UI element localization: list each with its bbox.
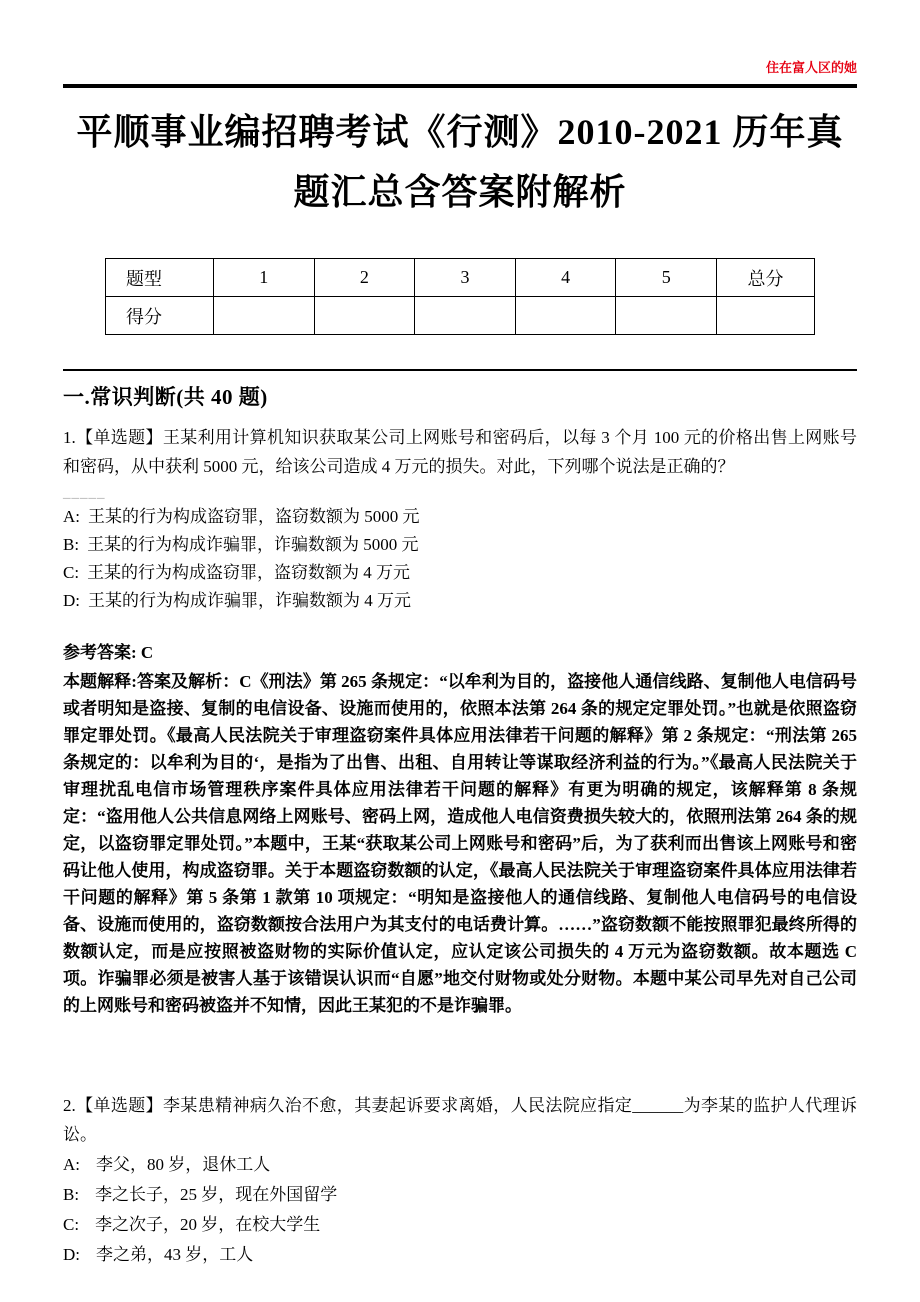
- option-b: [63, 1180, 857, 1209]
- score-table: [105, 258, 815, 335]
- option-text: 李之长子，25 岁，现在外国留学: [95, 1185, 338, 1204]
- question-stem: [63, 1091, 857, 1149]
- score-table-cell: 得分: [106, 297, 214, 335]
- score-table-header-cell: 总分: [717, 259, 815, 297]
- top-divider: [63, 84, 857, 88]
- option-label: B:: [63, 1185, 80, 1204]
- score-table-score-row: [106, 297, 815, 335]
- question-type-tag: 【单选题】: [75, 1096, 164, 1115]
- option-text: 李之弟，43 岁，工人: [96, 1245, 254, 1264]
- score-table-header-cell: 2: [314, 259, 415, 297]
- score-table-header-cell: 3: [415, 259, 516, 297]
- option-a: [63, 503, 857, 530]
- option-text: 李父，80 岁，退休工人: [96, 1155, 271, 1174]
- score-table-cell: [314, 297, 415, 335]
- question-number: 1.: [63, 428, 76, 447]
- option-c: [63, 559, 857, 586]
- option-label: A:: [63, 507, 80, 526]
- question-type-tag: 【单选题】: [75, 428, 163, 447]
- option-text: 李之次子，20 岁，在校大学生: [95, 1215, 321, 1234]
- document-title: [63, 102, 857, 222]
- option-c: [63, 1210, 857, 1239]
- score-table-header-cell: 题型: [106, 259, 214, 297]
- option-label: D:: [63, 1245, 80, 1264]
- question-stem: [63, 423, 857, 481]
- score-table-cell: [616, 297, 717, 335]
- score-table-cell: [415, 297, 516, 335]
- score-table-header-cell: 1: [214, 259, 315, 297]
- explanation-text: 答案及解析：C《刑法》第 265 条规定：“以牟利为目的，盗接他人通信线路、复制他人电信码号或者明知是盗接、复制的电信设备、设施而使用的，依照本法第 264 条的规定定罪处罚。”也就是依照盗窃罪定罪处罚。《最高人民法院关于审理盗窃案件具体应用法律若干问题的解释》第 2 条规定：“刑法第 265 条规定的：以牟利为目的‘，是指为了出售、出租、自用转让等谋取经济利益的行为。”《最高人民法院关于审理扰乱电信市场管理秩序案件具体应用法律若干问题的解释》有更为明确的规定，该解释第 8 条规定：“盗用他人公共信息网络上网账号、密码上网，造成他人电信资费损失较大的，依照刑法第 264 条的规定，以盗窃罪定罪处罚。”本题中，王某“获取某公司上网账号和密码”后，为了获利而出售该上网账号和密码让他人使用，构成盗窃罪。关于本题盗窃数额的认定，《最高人民法院关于审理盗窃案件具体应用法律若干问题的解释》第 5 条第 1 款第 10 项规定：“明知是盗接他人的通信线路、复制他人电信码号的电信设备、设施而使用的，盗窃数额按合法用户为其支付的电话费计算。……”盗窃数额不能按照罪犯最终所得的数额认定，而是应按照被盗财物的实际价值认定，应认定该公司损失的 4 万元为盗窃数额。故本题选 C 项。诈骗罪必须是被害人基于该错误认识而“自愿”地交付财物或处分财物。本题中某公司早先对自己公司的上网账号和密码被盗并不知情，因此王某犯的不是诈骗罪。: [63, 672, 857, 1015]
- option-d: [63, 1240, 857, 1269]
- option-text: 王某的行为构成盗窃罪，盗窃数额为 5000 元: [88, 507, 420, 526]
- option-label: B:: [63, 535, 80, 554]
- score-table-cell: [717, 297, 815, 335]
- blank-placeholder: _____: [63, 485, 106, 501]
- explanation: [63, 668, 857, 1019]
- question-stem-text: 李某患精神病久治不愈，其妻起诉要求离婚，人民法院应指定______为李某的监护人代理诉讼。: [63, 1096, 858, 1144]
- score-table-header-cell: 5: [616, 259, 717, 297]
- score-table-cell: [515, 297, 616, 335]
- question-2: [63, 1091, 857, 1269]
- option-label: C:: [63, 1215, 80, 1234]
- section-heading: 一.常识判断(共 40 题): [63, 385, 268, 409]
- option-d: [63, 587, 857, 614]
- reference-answer: 参考答案: C: [63, 643, 154, 662]
- question-1: [63, 423, 857, 1019]
- document-title-line1: 平顺事业编招聘考试《行测》2010-2021 历年真: [76, 112, 844, 152]
- question-stem-text: 王某利用计算机知识获取某公司上网账号和密码后，以每 3 个月 100 元的价格出售上网账号和密码，从中获利 5000 元，给该公司造成 4 万元的损失。对此，下列哪个说法是正确的？: [63, 428, 858, 476]
- document-title-line2: 题汇总含答案附解析: [293, 172, 627, 212]
- option-b: [63, 531, 857, 558]
- score-table-header-row: [106, 259, 815, 297]
- option-text: 王某的行为构成盗窃罪，盗窃数额为 4 万元: [87, 563, 411, 582]
- option-label: A:: [63, 1155, 80, 1174]
- score-table-cell: [214, 297, 315, 335]
- score-table-header-cell: 4: [515, 259, 616, 297]
- section-divider: [63, 369, 857, 371]
- option-text: 王某的行为构成诈骗罪，诈骗数额为 5000 元: [87, 535, 419, 554]
- question-number: 2.: [63, 1096, 76, 1115]
- watermark-label: 住在富人区的她: [765, 60, 857, 75]
- option-text: 王某的行为构成诈骗罪，诈骗数额为 4 万元: [88, 591, 411, 610]
- option-label: D:: [63, 591, 80, 610]
- option-label: C:: [63, 563, 80, 582]
- explanation-label: 本题解释:: [63, 672, 137, 691]
- option-a: [63, 1150, 857, 1179]
